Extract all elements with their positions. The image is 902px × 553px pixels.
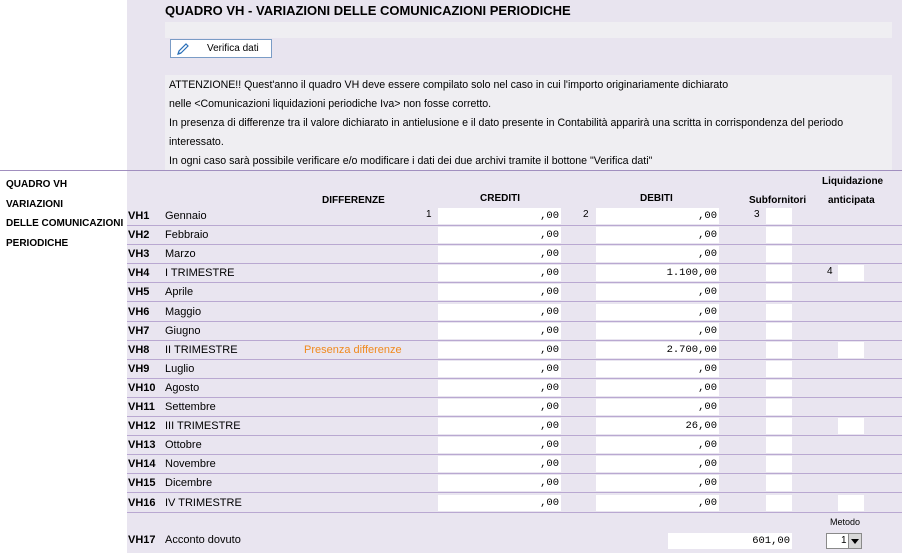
subfornitori-field[interactable] [766, 246, 792, 262]
crediti-field[interactable]: ,00 [438, 418, 561, 434]
crediti-field[interactable]: ,00 [438, 437, 561, 453]
table-row [127, 322, 902, 341]
debiti-field[interactable]: ,00 [596, 227, 719, 243]
row-label: Settembre [165, 401, 216, 413]
table-row [127, 303, 902, 322]
row-code: VH2 [128, 229, 150, 241]
row-code: VH17 [128, 534, 156, 546]
table-row [127, 245, 902, 264]
verify-data-button[interactable] [170, 39, 272, 58]
debiti-field[interactable]: 1.100,00 [596, 265, 719, 281]
debiti-field[interactable]: ,00 [596, 284, 719, 300]
col-header-crediti: CREDITI [480, 193, 520, 204]
subfornitori-field[interactable] [766, 475, 792, 491]
crediti-field[interactable]: ,00 [438, 342, 561, 358]
col-header-subfornitori: Subfornitori [749, 195, 807, 206]
crediti-field[interactable]: ,00 [438, 495, 561, 511]
crediti-field[interactable]: ,00 [438, 380, 561, 396]
subfornitori-field[interactable] [766, 456, 792, 472]
col-index-2: 2 [583, 209, 589, 220]
liquidazione-anticipata-field[interactable] [838, 418, 864, 434]
sidebar-line-3: DELLE COMUNICAZIONI [6, 218, 124, 229]
subfornitori-field[interactable] [766, 437, 792, 453]
row-label: Acconto dovuto [165, 534, 241, 546]
sidebar [0, 0, 127, 553]
table-row [127, 398, 902, 417]
row-label: Agosto [165, 382, 200, 394]
crediti-field[interactable]: ,00 [438, 399, 561, 415]
sidebar-line-4: PERIODICHE [6, 237, 69, 249]
subfornitori-field[interactable] [766, 418, 792, 434]
debiti-field[interactable]: 26,00 [596, 418, 719, 434]
row-code: VH11 [128, 401, 155, 413]
row-code: VH8 [128, 344, 150, 356]
debiti-field[interactable]: 2.700,00 [596, 342, 719, 358]
notice-line-2: nelle <Comunicazioni liquidazioni periodiche Iva> non fosse corretto. [169, 98, 492, 110]
crediti-field[interactable]: ,00 [438, 227, 561, 243]
section-divider [0, 170, 902, 171]
crediti-field[interactable]: ,00 [438, 265, 561, 281]
row-label: Novembre [165, 458, 216, 470]
crediti-field[interactable]: ,00 [438, 208, 561, 224]
sidebar-line-1: QUADRO VH [6, 179, 68, 190]
debiti-field[interactable]: ,00 [596, 380, 719, 396]
crediti-field[interactable]: ,00 [438, 304, 561, 320]
sidebar-line-2: VARIAZIONI [6, 198, 64, 210]
liquidazione-anticipata-field[interactable] [838, 495, 864, 511]
table-row [127, 417, 902, 436]
subfornitori-field[interactable] [766, 227, 792, 243]
subfornitori-field[interactable] [766, 304, 792, 320]
row-code: VH4 [128, 267, 150, 279]
row-label: III TRIMESTRE [165, 420, 241, 432]
sidebar-section-title [6, 175, 123, 253]
subfornitori-field[interactable] [766, 265, 792, 281]
table-row [127, 264, 902, 283]
row-label: I TRIMESTRE [165, 267, 235, 279]
table-row [127, 474, 902, 493]
row-label: Febbraio [165, 229, 209, 241]
col-header-differenze: DIFFERENZE [322, 195, 385, 206]
row-code: VH15 [128, 477, 156, 489]
notice-line-1: ATTENZIONE!! Quest'anno il quadro VH deve essere compilato solo nel caso in cui l'importo originariamente dichiarato [169, 79, 729, 91]
debiti-field[interactable]: ,00 [596, 475, 719, 491]
row-label: Giugno [165, 325, 201, 337]
table-row [127, 436, 902, 455]
debiti-field[interactable]: ,00 [596, 304, 719, 320]
subfornitori-field[interactable] [766, 208, 792, 224]
verify-data-label: Verifica dati [207, 43, 259, 54]
metodo-label: Metodo [830, 517, 861, 527]
crediti-field[interactable]: ,00 [438, 456, 561, 472]
liquidazione-anticipata-field[interactable] [838, 265, 864, 281]
subfornitori-field[interactable] [766, 399, 792, 415]
crediti-field[interactable]: ,00 [438, 323, 561, 339]
chevron-down-icon[interactable] [848, 534, 861, 548]
row-code: VH9 [128, 363, 150, 375]
col-header-debiti: DEBITI [640, 193, 673, 204]
table-row [127, 341, 902, 360]
table-row [127, 226, 902, 245]
row-label: Dicembre [165, 477, 213, 489]
subfornitori-field[interactable] [766, 342, 792, 358]
row-label: Ottobre [165, 439, 202, 451]
metodo-select[interactable] [826, 533, 862, 549]
debiti-field[interactable]: ,00 [596, 456, 719, 472]
table-row [127, 455, 902, 474]
difference-warning: Presenza differenze [304, 344, 402, 356]
row-code: VH6 [128, 306, 150, 318]
subfornitori-field[interactable] [766, 380, 792, 396]
col-header-liquidazione: Liquidazione [822, 176, 884, 187]
col-index-3: 3 [754, 209, 760, 220]
row-label: Luglio [165, 363, 195, 375]
metodo-value: 1 [841, 535, 847, 546]
notice-box [165, 75, 892, 170]
row-label: Gennaio [165, 210, 207, 222]
page-title: QUADRO VH - VARIAZIONI DELLE COMUNICAZIONI PERIODICHE [165, 3, 571, 18]
table-row [127, 494, 902, 513]
subfornitori-field[interactable] [766, 361, 792, 377]
row-code: VH3 [128, 248, 150, 260]
row-label: II TRIMESTRE [165, 344, 238, 356]
col-header-anticipata: anticipata [828, 195, 875, 206]
debiti-field[interactable]: ,00 [596, 246, 719, 262]
table-row [127, 207, 902, 226]
crediti-field[interactable]: ,00 [438, 361, 561, 377]
col-index-1: 1 [426, 209, 432, 220]
row-label: Maggio [165, 306, 202, 318]
notice-line-5: In ogni caso sarà possibile verificare e/o modificare i dati dei due archivi tramite il bottone "Verifica dati" [169, 155, 653, 167]
table-row [127, 379, 902, 398]
row-code: VH1 [128, 210, 150, 222]
row-code: VH5 [128, 286, 150, 298]
row-code: VH12 [128, 420, 156, 432]
col-index-4: 4 [827, 266, 833, 277]
row-label: Aprile [165, 286, 194, 298]
debiti-field[interactable]: ,00 [596, 323, 719, 339]
crediti-field[interactable]: ,00 [438, 246, 561, 262]
notice-line-4: interessato. [169, 136, 224, 148]
liquidazione-anticipata-field[interactable] [838, 342, 864, 358]
notice-line-3: In presenza di differenze tra il valore dichiarato in antielusione e il dato presente in Contabilità apparirà una scritta in corrispondenza del periodo [169, 117, 844, 129]
row-code: VH16 [128, 497, 156, 509]
subfornitori-field[interactable] [766, 284, 792, 300]
debiti-field[interactable]: ,00 [596, 437, 719, 453]
debiti-field[interactable]: ,00 [596, 399, 719, 415]
pencil-icon [176, 42, 190, 56]
debiti-field[interactable]: ,00 [596, 495, 719, 511]
row-code: VH7 [128, 325, 150, 337]
title-strip [165, 22, 892, 38]
subfornitori-field[interactable] [766, 323, 792, 339]
table-row [127, 360, 902, 379]
row-code: VH10 [128, 382, 156, 394]
subfornitori-field[interactable] [766, 495, 792, 511]
debiti-field[interactable]: ,00 [596, 361, 719, 377]
crediti-field[interactable]: ,00 [438, 475, 561, 491]
row-code: VH13 [128, 439, 156, 451]
table-row [127, 283, 902, 302]
row-label: IV TRIMESTRE [165, 497, 242, 509]
acconto-value-field[interactable]: 601,00 [668, 533, 792, 549]
row-label: Marzo [165, 248, 196, 260]
crediti-field[interactable]: ,00 [438, 284, 561, 300]
debiti-field[interactable]: ,00 [596, 208, 719, 224]
row-code: VH14 [128, 458, 156, 470]
